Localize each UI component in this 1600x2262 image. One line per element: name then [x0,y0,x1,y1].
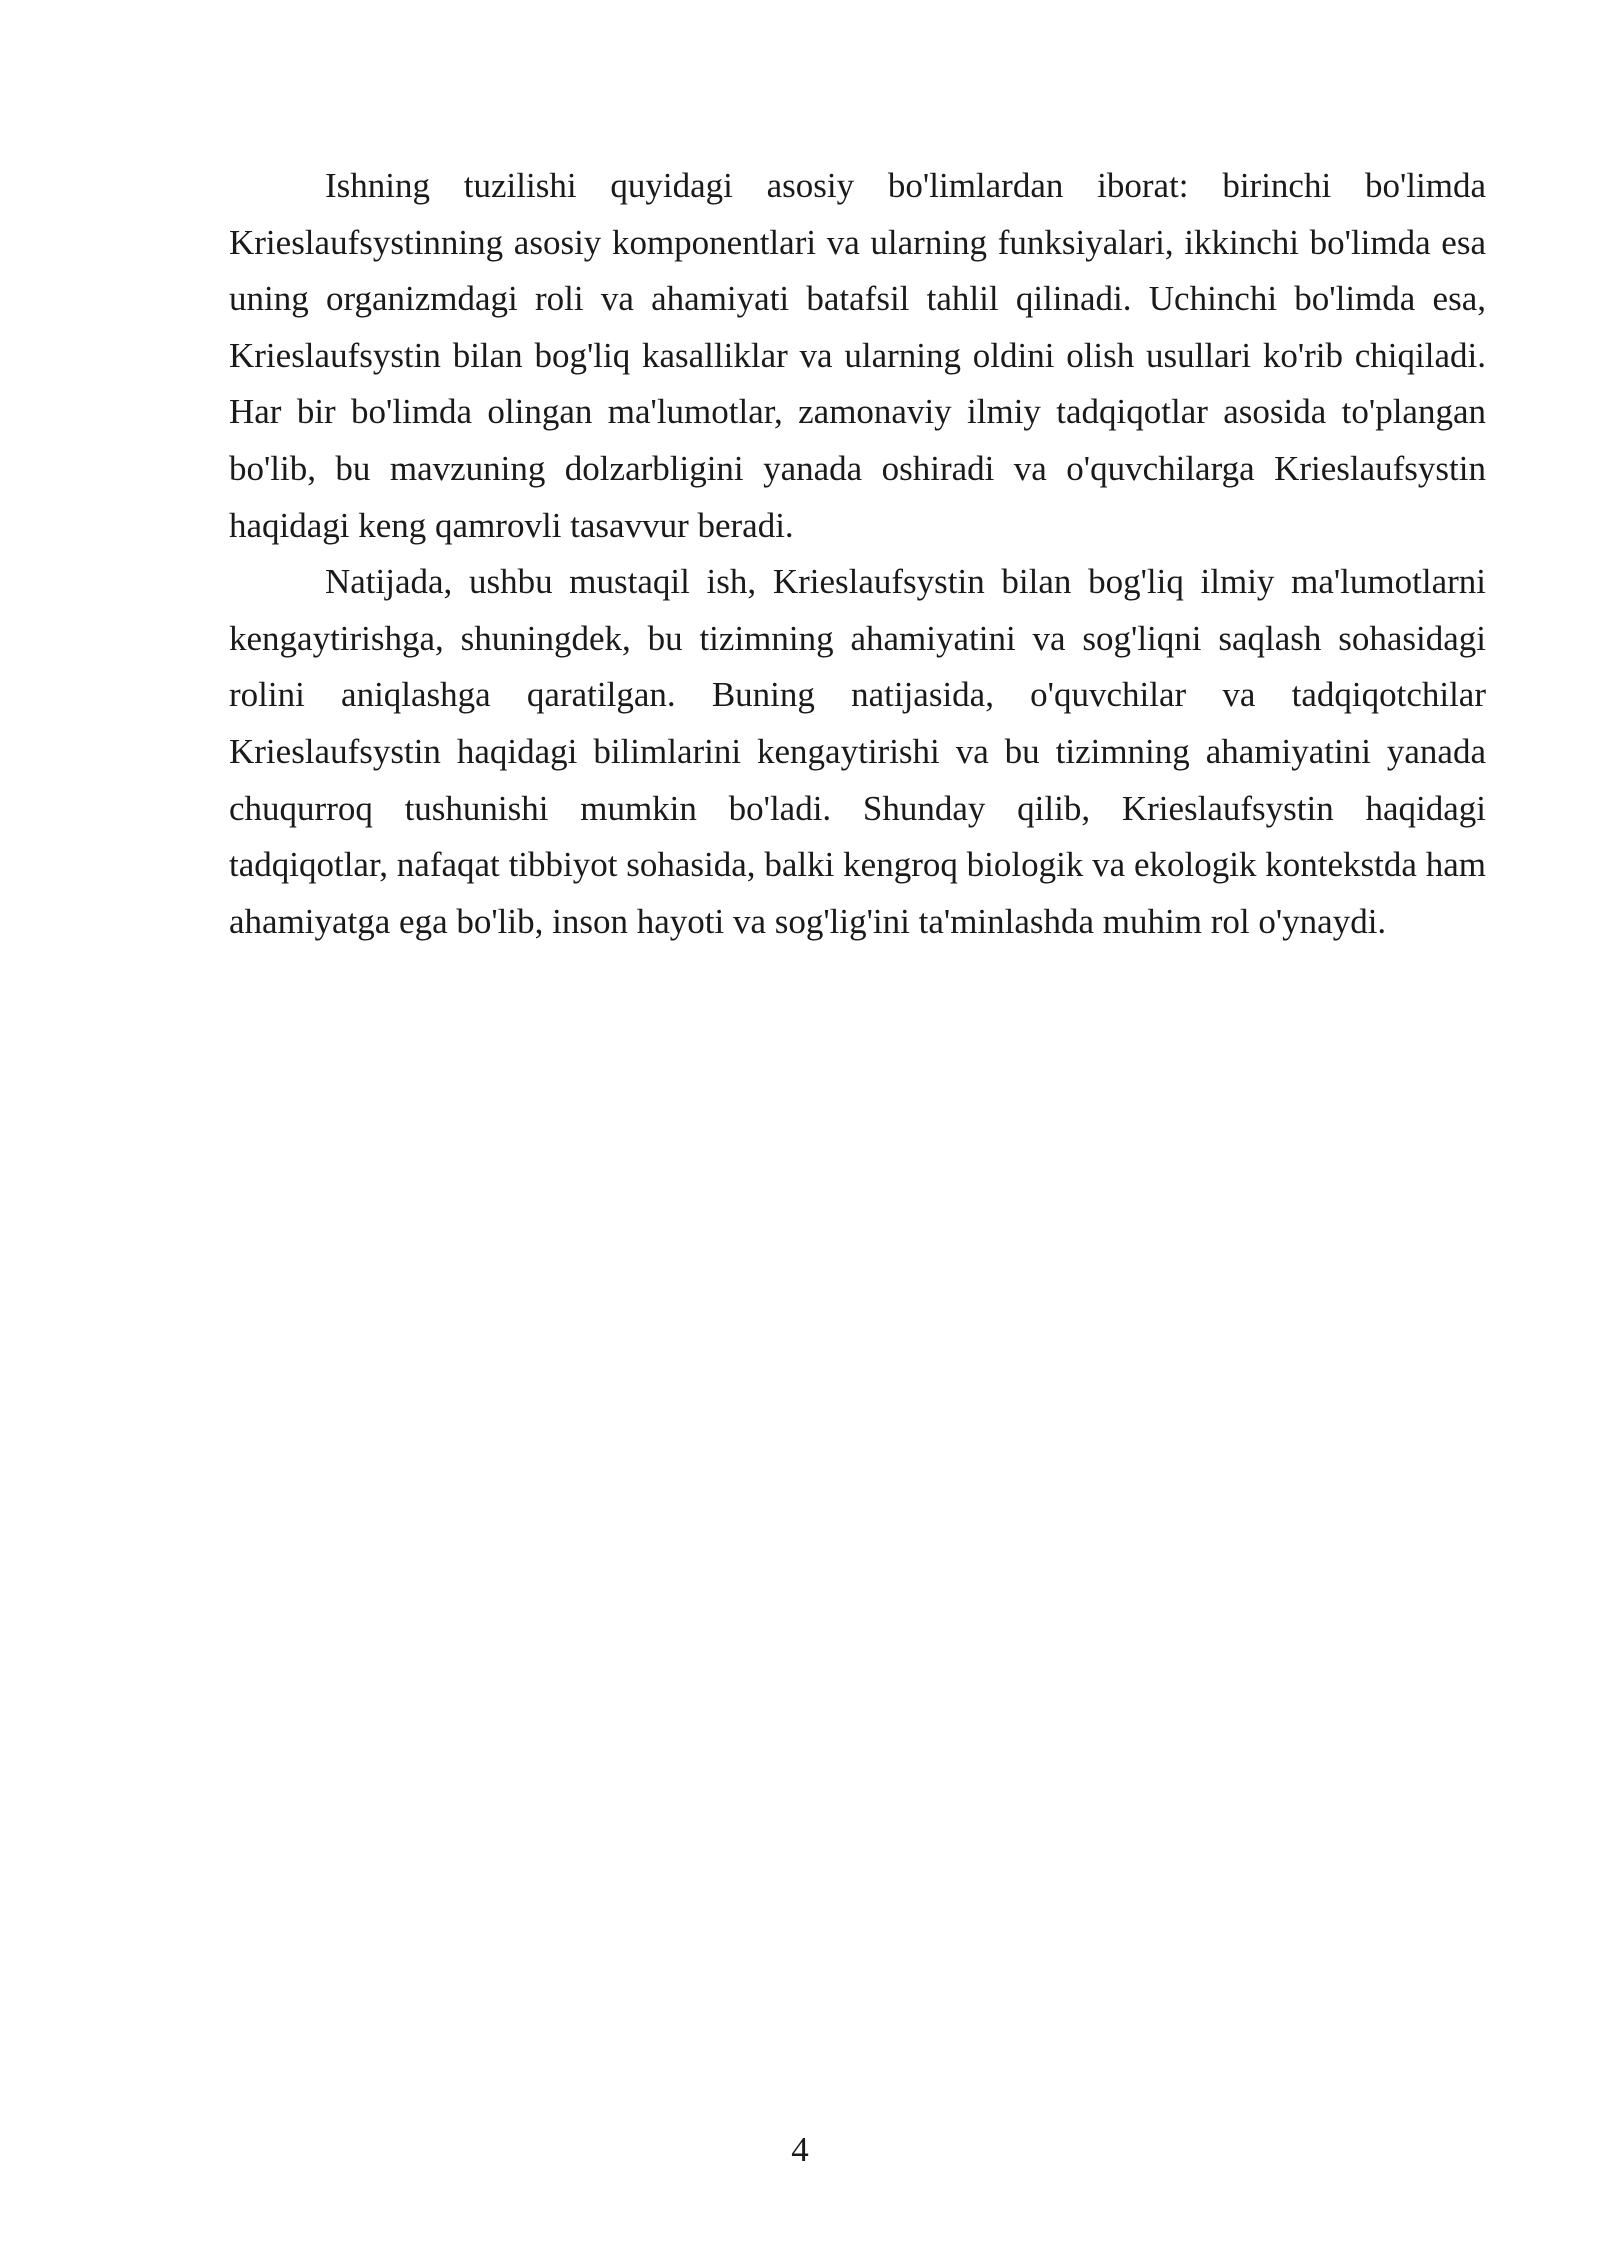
page-number: 4 [791,2130,809,2169]
body-text [229,158,1486,950]
paragraph-conclusion: Natijada, ushbu mustaqil ish, Krieslaufsystin bilan bog'liq ilmiy ma'lumotlarni kengaytirishga, shuningdek, bu tizimning ahamiyatini va sog'liqni saqlash sohasidagi rolini aniqlashga qaratilgan. Buning natijasida, o'quvchilar va tadqiqotchilar Krieslaufsystin haqidagi bilimlarini kengaytirishi va bu tizimning ahamiyatini yanada chuqurroq tushunishi mumkin bo'ladi. Shunday qilib, Krieslaufsystin haqidagi tadqiqotlar, nafaqat tibbiyot sohasida, balki kengroq biologik va ekologik kontekstda ham ahamiyatga ega bo'lib, inson hayoti va sog'lig'ini ta'minlashda muhim rol o'ynaydi. [229,562,1486,941]
paragraph-structure: Ishning tuzilishi quyidagi asosiy bo'limlardan iborat: birinchi bo'limda Krieslaufsystinning asosiy komponentlari va ularning funksiyalari, ikkinchi bo'limda esa uning organizmdagi roli va ahamiyati batafsil tahlil qilinadi. Uchinchi bo'limda esa, Krieslaufsystin bilan bog'liq kasalliklar va ularning oldini olish usullari ko'rib chiqiladi. Har bir bo'limda olingan ma'lumotlar, zamonaviy ilmiy tadqiqotlar asosida to'plangan bo'lib, bu mavzuning dolzarbligini yanada oshiradi va o'quvchilarga Krieslaufsystin haqidagi keng qamrovli tasavvur beradi. [229,166,1486,545]
